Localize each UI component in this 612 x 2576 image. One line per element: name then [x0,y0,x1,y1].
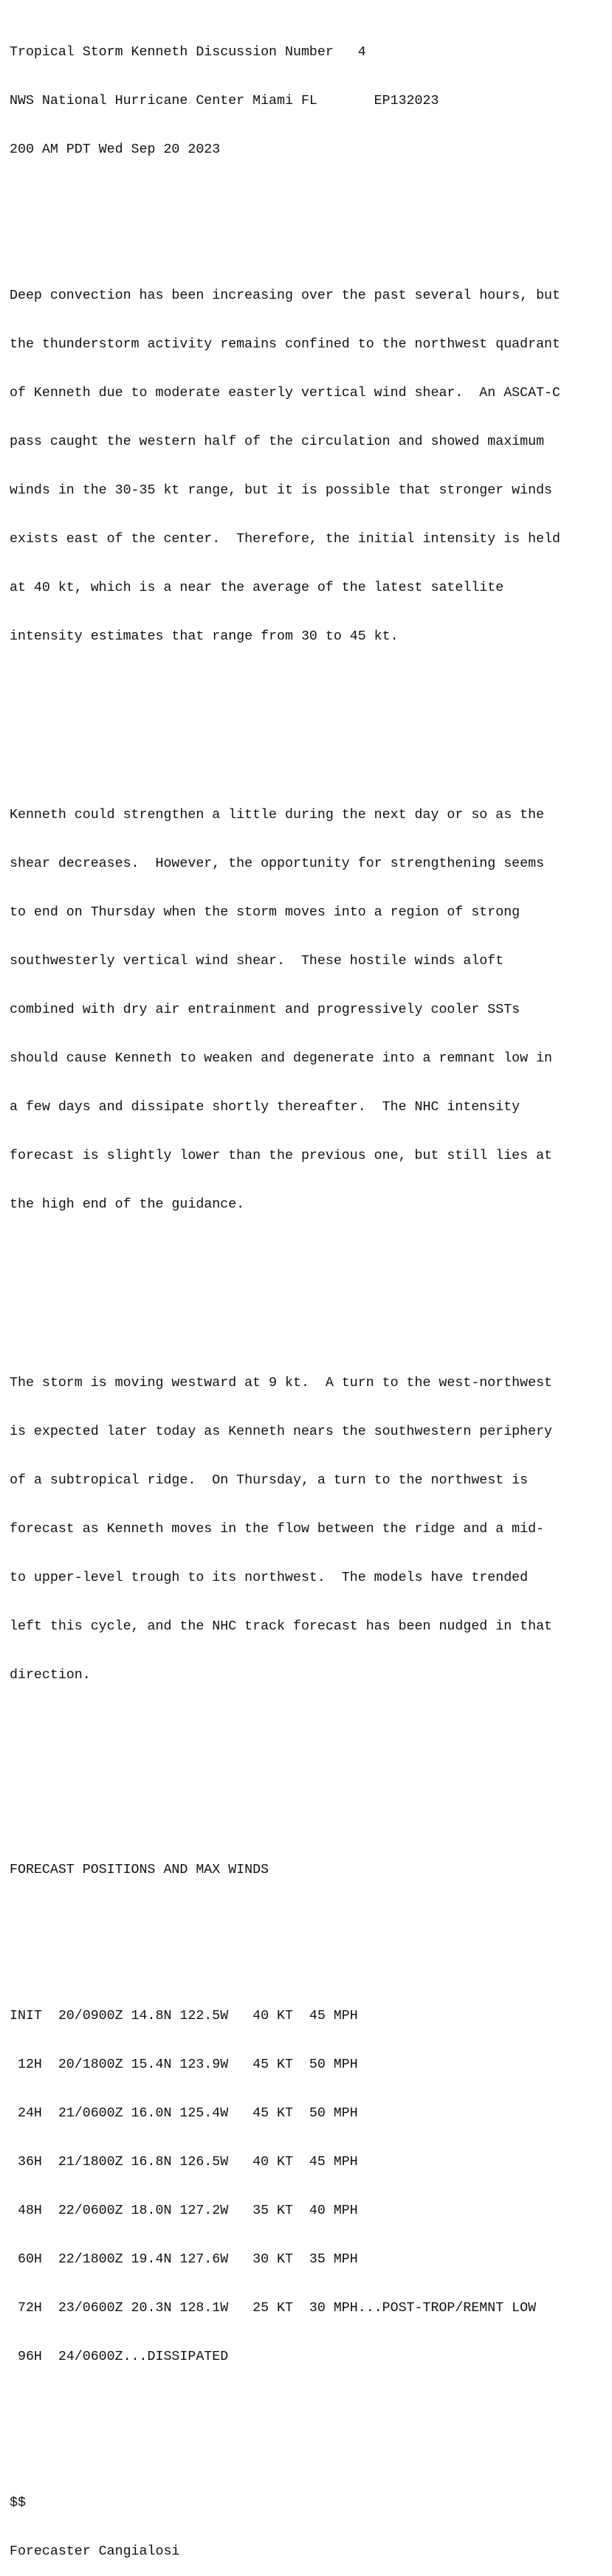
blank-line [10,710,560,726]
forecast-row: 48H 22/0600Z 18.0N 127.2W 35 KT 40 MPH [10,2203,358,2218]
forecast-row: 24H 21/0600Z 16.0N 125.4W 45 KT 50 MPH [10,2106,358,2121]
text-line: a few days and dissipate shortly thereafter. The NHC intensity [10,1100,520,1115]
blank-line [10,1748,560,1765]
text-line: winds in the 30-35 kt range, but it is possible that stronger winds [10,483,553,498]
paragraph-track [10,1343,560,1716]
forecast-row: 36H 21/1800Z 16.8N 126.5W 40 KT 45 MPH [10,2155,358,2170]
text-line: the high end of the guidance. [10,1197,245,1212]
text-line: shear decreases. However, the opportunity for strengthening seems [10,856,545,871]
forecast-row: 96H 24/0600Z...DISSIPATED [10,2350,229,2364]
text-line: left this cycle, and the NHC track forecast has been nudged in that [10,1619,553,1634]
text-line: of a subtropical ridge. On Thursday, a turn to the northwest is [10,1473,529,1488]
text-line: exists east of the center. Therefore, the initial intensity is held [10,532,560,547]
text-line: Kenneth could strengthen a little during the next day or so as the [10,808,545,823]
end-marker: $$ [10,2496,26,2510]
text-line: forecast as Kenneth moves in the flow between the ridge and a mid- [10,1522,545,1537]
text-line: southwesterly vertical wind shear. These hostile winds aloft [10,954,504,969]
blank-line [10,1278,560,1294]
blank-line [10,190,560,207]
text-line: intensity estimates that range from 30 to 45 kt. [10,629,399,644]
text-line: should cause Kenneth to weaken and degenerate into a remnant low in [10,1051,553,1066]
text-line: pass caught the western half of the circulation and showed maximum [10,434,545,449]
forecast-row: 72H 23/0600Z 20.3N 128.1W 25 KT 30 MPH...POST-TROP/REMNT LOW [10,2301,537,2316]
blank-line [10,1797,560,1813]
text-line: Deep convection has been increasing over the past several hours, but [10,288,560,303]
blank-line [10,2430,560,2446]
forecast-table [10,1976,560,2397]
forecast-row: INIT 20/0900Z 14.8N 122.5W 40 KT 45 MPH [10,2009,358,2023]
text-line: is expected later today as Kenneth nears the southwestern periphery [10,1424,553,1439]
text-line: at 40 kt, which is a near the average of the latest satellite [10,581,504,595]
issue-time: 200 AM PDT Wed Sep 20 2023 [10,142,221,157]
text-line: The storm is moving westward at 9 kt. A turn to the west-northwest [10,1376,553,1391]
text-line: of Kenneth due to moderate easterly vertical wind shear. An ASCAT-C [10,386,560,401]
text-line: to upper-level trough to its northwest. The models have trended [10,1571,529,1585]
text-line: to end on Thursday when the storm moves into a region of strong [10,905,520,920]
blank-line [10,1911,560,1927]
forecast-row: 60H 22/1800Z 19.4N 127.6W 30 KT 35 MPH [10,2252,358,2267]
text-line: forecast is slightly lower than the previous one, but still lies at [10,1149,553,1163]
forecast-row: 12H 20/1800Z 15.4N 123.9W 45 KT 50 MPH [10,2057,358,2072]
text-line: combined with dry air entrainment and progressively cooler SSTs [10,1003,520,1017]
text-line: the thunderstorm activity remains confined to the northwest quadrant [10,337,560,352]
text-line: direction. [10,1668,91,1683]
discussion-title: Tropical Storm Kenneth Discussion Number 4 [10,45,366,60]
forecaster-signoff: Forecaster Cangialosi [10,2544,180,2559]
issuing-office: NWS National Hurricane Center Miami FL EP132023 [10,94,439,108]
paragraph-intensity [10,255,560,677]
forecast-heading: FORECAST POSITIONS AND MAX WINDS [10,1863,269,1877]
paragraph-strength-outlook [10,775,560,1245]
discussion-document [10,12,560,2576]
